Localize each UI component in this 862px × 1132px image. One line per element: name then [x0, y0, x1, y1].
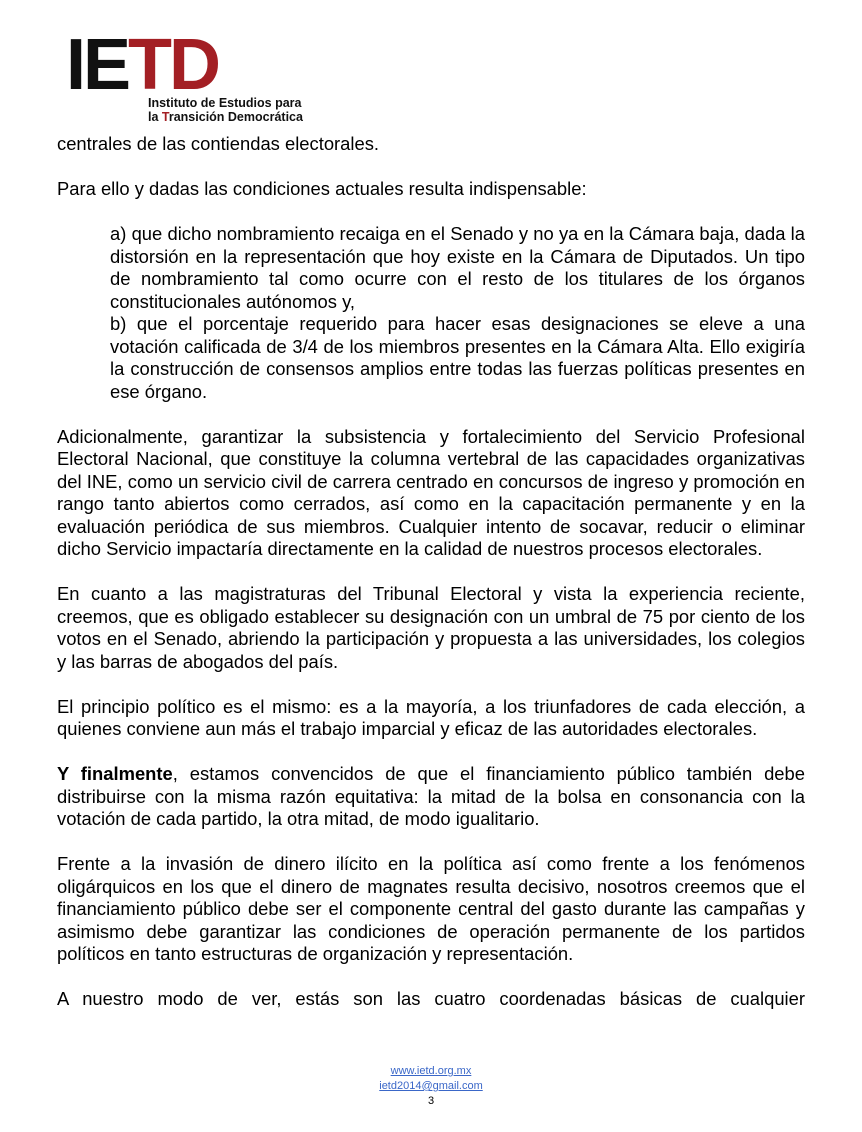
paragraph-financiamiento-text: , estamos convencidos de que el financiamiento público también debe distribuirse con la misma razón equitativa: la mitad de la bolsa en consonancia con la votación de cada partido, la otra mitad, de modo igualitario. — [57, 763, 805, 829]
logo-letters — [66, 25, 219, 105]
ietd-logo — [66, 25, 306, 126]
document-body — [57, 133, 805, 1011]
list-item-b: b) que el porcentaje requerido para hacer esas designaciones se eleve a una votación calificada de 3/4 de los miembros presentes en la Cámara Alta. Ello exigiría la construcción de consensos amplios entre todas las fuerzas políticas presentes en ese órgano. — [110, 313, 805, 402]
paragraph-continuation: centrales de las contiendas electorales. — [57, 133, 380, 154]
page-number: 3 — [427, 1095, 435, 1107]
logo-subtitle-line1: Instituto de Estudios para — [148, 96, 302, 110]
paragraph-principio-politico: El principio político es el mismo: es a la mayoría, a los triunfadores de cada elección, a quienes conviene aun más el trabajo imparcial y eficaz de las autoridades electorales. — [57, 695, 805, 739]
website-link[interactable]: www.ietd.org.mx — [390, 1065, 472, 1077]
indented-list — [110, 223, 805, 403]
paragraph-servicio-profesional: Adicionalmente, garantizar la subsistencia y fortalecimiento del Servicio Profesional Electoral Nacional, que constituye la columna vertebral de las capacidades organizativas del INE, como un servicio civil de carrera centrado en concursos de ingreso y promoción en rango tanto abiertos como cerrados, así como en la capacitación permanente y en la evaluación periódica de sus miembros. Cualquier intento de socavar, reducir o eliminar dicho Servicio impactaría directamente en la calidad de nuestros procesos electorales. — [57, 425, 805, 559]
paragraph-dinero-ilicito: Frente a la invasión de dinero ilícito en la política así como frente a los fenómenos oligárquicos en los que el dinero de magnates resulta decisivo, nosotros creemos que el financiamiento público debe ser el componente central del gasto durante las campañas y asimismo debe garantizar las condiciones de operación permanente de los partidos políticos en tanto estructuras de organización y representación. — [57, 853, 805, 964]
paragraph-intro: Para ello y dadas las condiciones actuales resulta indispensable: — [57, 178, 587, 199]
bold-lead: Y finalmente — [57, 763, 173, 784]
logo-subtitle — [148, 96, 303, 124]
logo-letters-red: TD — [128, 25, 219, 105]
list-item-a: a) que dicho nombramiento recaiga en el Senado y no ya en la Cámara baja, dada la distorsión en la representación que hoy existe en la Cámara de Diputados. Un tipo de nombramiento tal como ocurre con el resto de los titulares de los órganos constitucionales autónomos y, — [110, 223, 805, 312]
email-link[interactable]: ietd2014@gmail.com — [379, 1080, 483, 1092]
paragraph-coordenadas: A nuestro modo de ver, estás son las cuatro coordenadas básicas de cualquier — [57, 988, 805, 1009]
page-footer — [0, 1064, 862, 1109]
paragraph-tribunal-electoral: En cuanto a las magistraturas del Tribunal Electoral y vista la experiencia reciente, creemos, que es obligado establecer su designación con un umbral de 75 por ciento de los votos en el Senado, abriendo la participación y propuesta a las universidades, los colegios y las barras de abogados del país. — [57, 583, 805, 672]
paragraph-financiamiento — [57, 763, 805, 831]
logo-subtitle-line2: la Transición Democrática — [148, 110, 303, 124]
logo-letters-black: IE — [66, 25, 129, 105]
